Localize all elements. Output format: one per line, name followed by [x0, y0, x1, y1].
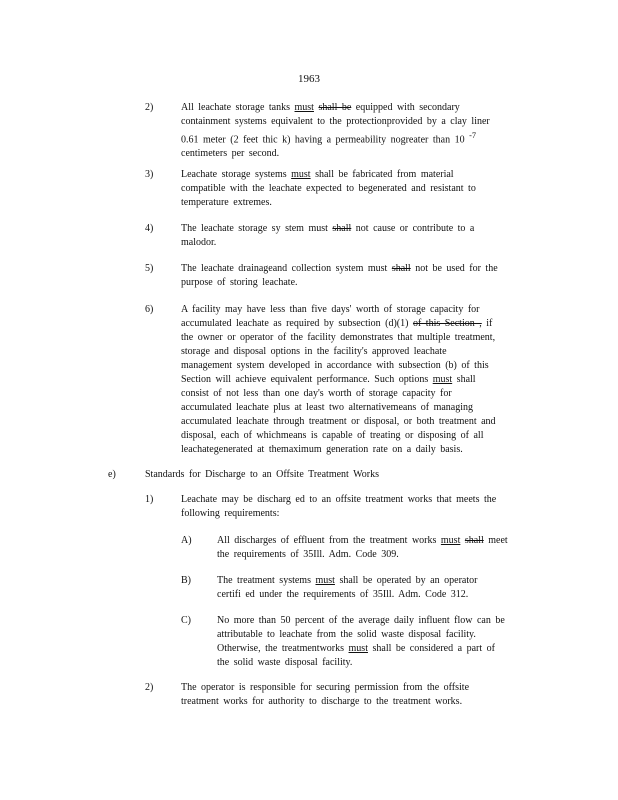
item-number: 5) [145, 263, 154, 274]
text-line: purpose of storing leachate. [181, 277, 298, 288]
text-line: the solid waste disposal facility. [217, 657, 353, 668]
text-line: All leachate storage tanks must shall be equipped with secondary [181, 102, 460, 113]
text-line: certifi ed under the requirements of 35Ill. Adm. Code 312. [217, 589, 469, 600]
item-number: 4) [145, 223, 154, 234]
item-number: 6) [145, 304, 154, 315]
text-line: accumulated leachate through treatment or disposal, or both treatment and [181, 416, 496, 427]
text-line: The leachate drainageand collection system must shall not be used for the [181, 263, 498, 274]
text-line: the requirements of 35Ill. Adm. Code 309. [217, 549, 399, 560]
page-number: 1963 [298, 73, 320, 85]
text-line: following requirements: [181, 508, 280, 519]
text-line: 0.61 meter (2 feet thic k) having a permeability nogreater than 10 $^{-7}$ [181, 131, 477, 146]
subitem-text [217, 534, 542, 562]
text-line: temperature extremes. [181, 197, 272, 208]
text-line: leachategenerated at themaximum generation rate on a daily basis. [181, 444, 463, 455]
text-line: Leachate storage systems must shall be fabricated from material [181, 169, 454, 180]
section-number: e) [108, 469, 116, 480]
text-line: management system developed in accordance with subsection (b) of this [181, 360, 489, 371]
text-line: treatment works for authority to discharge to the treatment works. [181, 696, 463, 707]
subitem-number: B) [181, 575, 191, 586]
text-line: Section will achieve equivalent performance. Such options must shall [181, 374, 476, 385]
text-line: The leachate storage sy stem must shall not cause or contribute to a [181, 223, 475, 234]
item-number: 3) [145, 169, 154, 180]
text-line: compatible with the leachate expected to begenerated and resistant to [181, 183, 476, 194]
item-number: 2) [145, 102, 154, 113]
text-line: Leachate may be discharg ed to an offsite treatment works that meets the [181, 494, 497, 505]
item-number: 2) [145, 682, 154, 693]
item-number: 1) [145, 494, 154, 505]
item-text [181, 101, 541, 161]
text-line: containment systems equivalent to the protectionprovided by a clay liner [181, 116, 490, 127]
item-text [181, 168, 541, 210]
text-line: storage and disposal options in the facility's approved leachate [181, 346, 447, 357]
item-text [181, 222, 541, 250]
text-line: All discharges of effluent from the treatment works must shall meet [217, 535, 508, 546]
item-text [181, 303, 541, 457]
text-line: No more than 50 percent of the average daily influent flow can be [217, 615, 505, 626]
text-line: accumulated leachate as required by subsection (d)(1) of this Section , if [181, 318, 493, 329]
text-line: attributable to leachate from the solid waste disposal facility. [217, 629, 476, 640]
text-line: disposal, each of whichmeans is capable of treating or disposing of all [181, 430, 484, 441]
item-text [181, 262, 541, 290]
subitem-text [217, 574, 542, 602]
subitem-number: C) [181, 615, 191, 626]
item-text [181, 493, 541, 521]
subitem-text [217, 614, 542, 670]
text-line: The treatment systems must shall be operated by an operator [217, 575, 478, 586]
text-line: The operator is responsible for securing permission from the offsite [181, 682, 470, 693]
text-line: A facility may have less than five days' worth of storage capacity for [181, 304, 480, 315]
item-text [181, 681, 541, 709]
text-line: consist of not less than one day's worth of storage capacity for [181, 388, 452, 399]
subitem-number: A) [181, 535, 192, 546]
text-line: malodor. [181, 237, 217, 248]
text-line: accumulated leachate plus at least two alternativemeans of managing [181, 402, 473, 413]
section-title: Standards for Discharge to an Offsite Treatment Works [145, 469, 379, 480]
text-line: Otherwise, the treatmentworks must shall be considered a part of [217, 643, 495, 654]
text-line: the owner or operator of the facility demonstrates that multiple treatment, [181, 332, 496, 343]
text-line: centimeters per second. [181, 148, 280, 160]
